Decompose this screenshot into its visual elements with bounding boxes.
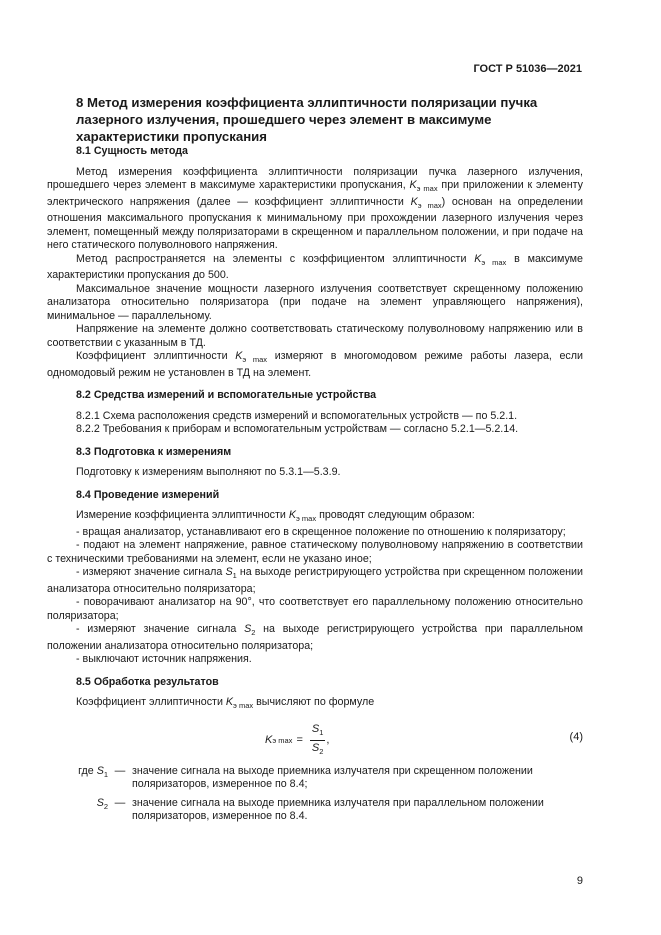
paragraph-8-3: Подготовку к измерениям выполняют по 5.3.1—5.3.9. xyxy=(76,466,341,478)
document-code: ГОСТ Р 51036—2021 xyxy=(473,63,582,75)
heading-8-3: 8.3 Подготовка к измерениям xyxy=(76,445,232,458)
list-item-switch-off: - выключают источник напряжения. xyxy=(76,653,252,665)
document-body xyxy=(47,145,583,829)
formula-fraction: $\frac{S_1}{S_2}$ xyxy=(311,722,324,756)
formula-4 xyxy=(47,721,583,757)
list-item-measure-s1: - измеряют значение сигнала $S_1$ на выходе регистрирующего устройства при скрещенном положении анализатора относительно поляризатора; xyxy=(47,566,583,595)
list-item-rotate: - вращая анализатор, устанавливают его в скрещенное положение по отношению к поляризатору; xyxy=(76,525,566,538)
heading-8-2: 8.2 Средства измерений и вспомогательные устройства xyxy=(76,389,377,401)
symbol-definitions xyxy=(47,765,583,824)
definition-s1: где $S_1$ — значение сигнала на выходе приемника излучателя при скрещенном положении поляризаторов, измеренное по 8.4; xyxy=(78,764,533,790)
paragraph-8-4-intro: Измерение коэффициента эллиптичности $K_{э max}$ проводят следующим образом: xyxy=(76,509,475,523)
list-item-turn-analyzer: - поворачивают анализатор на 90°, что соответствует его параллельному положению относительно поляризатора; xyxy=(47,596,583,622)
paragraph-method-essence: Метод измерения коэффициента эллиптичности поляризации пучка лазерного излучения, прошедшего через элемент в максимуме характеристики пропускания, $K_{э max}$ при приложении к элементу электрического напряжения (далее — коэффициент эллиптичности $K_{э max}$) основан на определении отношения максимального пропускания к минимальному при прохождении лазерного излучения через элемент, помещенный между поляризаторами в скрещенном и параллельном положении, и при подаче на него статического полуволнового напряжения. xyxy=(47,165,583,251)
definition-s2: $S_2$ — значение сигнала на выходе приемника излучателя при параллельном положении поляризаторов, измеренное по 8.4. xyxy=(96,796,544,822)
formula-expression: K э max = $\frac{S_1}{S_2}$ , xyxy=(265,723,329,759)
list-item-measure-s2: - измеряют значение сигнала $S_2$ на выходе регистрирующего устройства при параллельном положении анализатора относительно поляризатора; xyxy=(47,623,583,652)
paragraph-method-scope: Метод распространяется на элементы с коэффициентом эллиптичности $K_{э max}$ в максимуме характеристики пропускания до 500. xyxy=(47,252,583,281)
heading-8-4: 8.4 Проведение измерений xyxy=(76,488,220,501)
page-number: 9 xyxy=(576,875,583,887)
paragraph-8-5-intro: Коэффициент эллиптичности $K_{э max}$ вычисляют по формуле xyxy=(76,696,375,710)
heading-8-5: 8.5 Обработка результатов xyxy=(76,675,219,688)
paragraph-max-power: Максимальное значение мощности лазерного излучения соответствует скрещенному положению анализатора относительно поляризатора (при подаче на элемент управляющего напряжения), минимальное — параллельному. xyxy=(47,282,583,322)
heading-8-1: 8.1 Сущность метода xyxy=(76,145,188,157)
paragraph-8-2-2: 8.2.2 Требования к приборам и вспомогательным устройствам — согласно 5.2.1—5.2.14. xyxy=(76,423,519,435)
paragraph-voltage: Напряжение на элементе должно соответствовать статическому полуволновому напряжению или в соответствии с указанным в ТД. xyxy=(47,323,583,349)
paragraph-mode: Коэффициент эллиптичности $K_{э max}$ измеряют в многомодовом режиме работы лазера, если одномодовый режим не установлен в ТД на элемент. xyxy=(47,350,583,379)
section-title: 8 Метод измерения коэффициента эллиптичности поляризации пучка лазерного излучения, прошедшего через элемент в максимуме характеристики пропускания xyxy=(76,95,538,144)
paragraph-8-2-1: 8.2.1 Схема расположения средств измерений и вспомогательных устройств — по 5.2.1. xyxy=(76,409,518,422)
equation-number: (4) xyxy=(569,730,583,743)
list-item-apply-voltage: - подают на элемент напряжение, равное статическому полуволновому напряжению в соответствии с техническими требованиями на элемент, если не указано иное; xyxy=(47,539,583,565)
